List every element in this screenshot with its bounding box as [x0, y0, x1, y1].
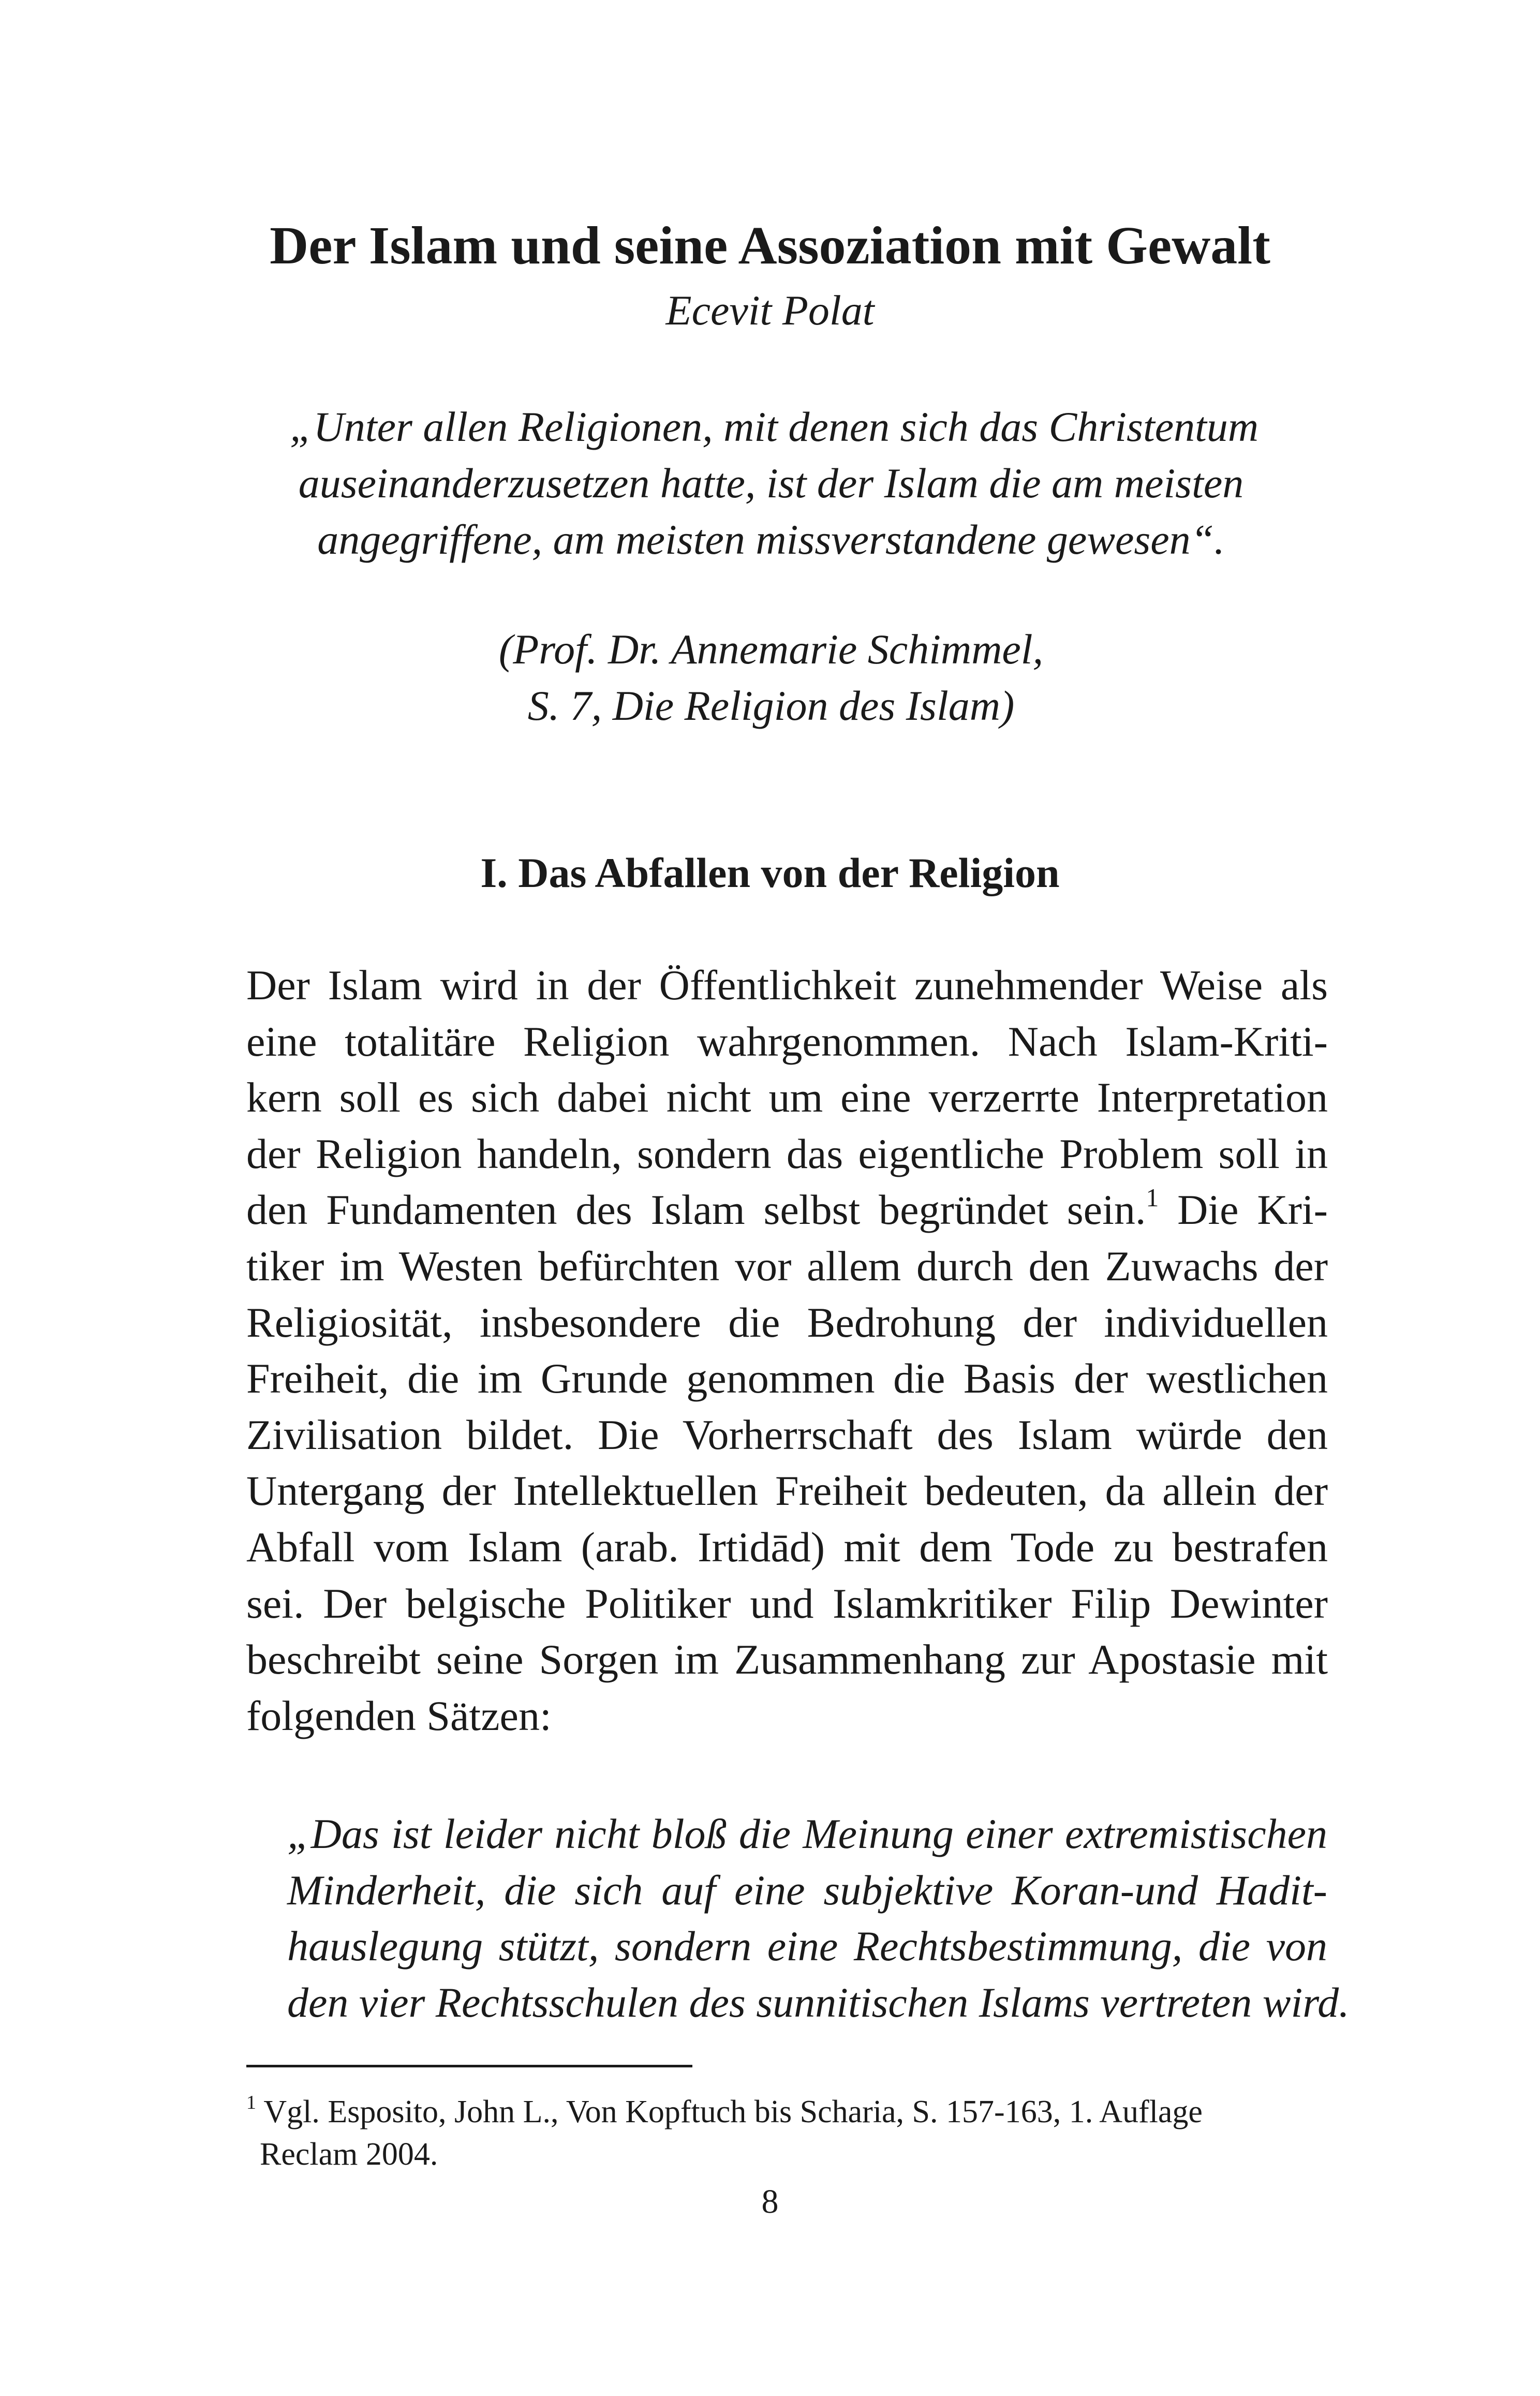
- chapter-title: Der Islam und seine Assoziation mit Gewalt: [270, 216, 1270, 275]
- footnote: [246, 2091, 1333, 2176]
- page-number: 8: [761, 2183, 779, 2221]
- footnote-line: [246, 2091, 1333, 2133]
- quote-line: Minderheit, die sich auf eine subjektive Koran-und Hadit-: [287, 1866, 1327, 1914]
- epigraph-source: [362, 621, 1180, 734]
- footnote-divider: [246, 2065, 692, 2067]
- body-line: Freiheit, die im Grunde genommen die Basis der westlichen: [246, 1355, 1328, 1402]
- body-line: kern soll es sich dabei nicht um eine verzerrte Interpretation: [246, 1074, 1328, 1121]
- body-line-text: Die Kri-: [1177, 1186, 1328, 1234]
- epigraph-source-line: (Prof. Dr. Annemarie Schimmel,: [498, 626, 1044, 673]
- body-line: Religiosität, insbesondere die Bedrohung der individuellen: [246, 1298, 1328, 1346]
- body-line: der Religion handeln, sondern das eigentliche Problem soll in: [246, 1130, 1328, 1177]
- body-line: Abfall vom Islam (arab. Irtidād) mit dem Tode zu bestrafen: [246, 1523, 1328, 1571]
- body-line: tiker im Westen befürchten vor allem durch den Zuwachs der: [246, 1242, 1328, 1290]
- block-quote: [287, 1806, 1350, 2031]
- epigraph-line: auseinanderzusetzen hatte, ist der Islam die am meisten: [298, 460, 1244, 507]
- body-line-text: den Fundamenten des Islam selbst begründet sein.: [246, 1186, 1146, 1234]
- body-line: sei. Der belgische Politiker und Islamkritiker Filip Dewinter: [246, 1579, 1328, 1627]
- body-line: Der Islam wird in der Öffentlichkeit zunehmender Weise als: [246, 962, 1328, 1009]
- quote-line: den vier Rechtsschulen des sunnitischen Islams vertreten wird.: [287, 1978, 1350, 2026]
- body-line: beschreibt seine Sorgen im Zusammenhang zur Apostasie mit: [246, 1636, 1328, 1683]
- body-paragraph: [246, 957, 1328, 1744]
- epigraph-line: angegriffene, am meisten missverstandene gewesen“.: [317, 516, 1225, 563]
- footnote-reference[interactable]: 1: [1146, 1183, 1159, 1212]
- body-line: eine totalitäre Religion wahrgenommen. Nach Islam-Kriti-: [246, 1017, 1328, 1065]
- body-line: Zivilisation bildet. Die Vorherrschaft des Islam würde den: [246, 1411, 1328, 1458]
- author-name: Ecevit Polat: [665, 287, 875, 334]
- section-heading: I. Das Abfallen von der Religion: [480, 849, 1060, 896]
- body-line: Untergang der Intellektuellen Freiheit bedeuten, da allein der: [246, 1467, 1328, 1515]
- epigraph-quote: [290, 398, 1259, 568]
- body-line: folgenden Sätzen:: [246, 1692, 552, 1739]
- body-line-with-footnote: [246, 1182, 1328, 1238]
- footnote-line: Reclam 2004.: [260, 2137, 438, 2172]
- footnote-text: Vgl. Esposito, John L., Von Kopftuch bis Scharia, S. 157-163, 1. Auflage: [263, 2094, 1203, 2129]
- epigraph-line: „Unter allen Religionen, mit denen sich das Christentum: [290, 403, 1259, 450]
- quote-line: hauslegung stützt, sondern eine Rechtsbestimmung, die von: [287, 1922, 1327, 1970]
- epigraph-source-line: S. 7, Die Religion des Islam): [527, 682, 1015, 729]
- quote-line: „Das ist leider nicht bloß die Meinung einer extremistischen: [287, 1810, 1327, 1857]
- footnote-number: 1: [246, 2092, 256, 2113]
